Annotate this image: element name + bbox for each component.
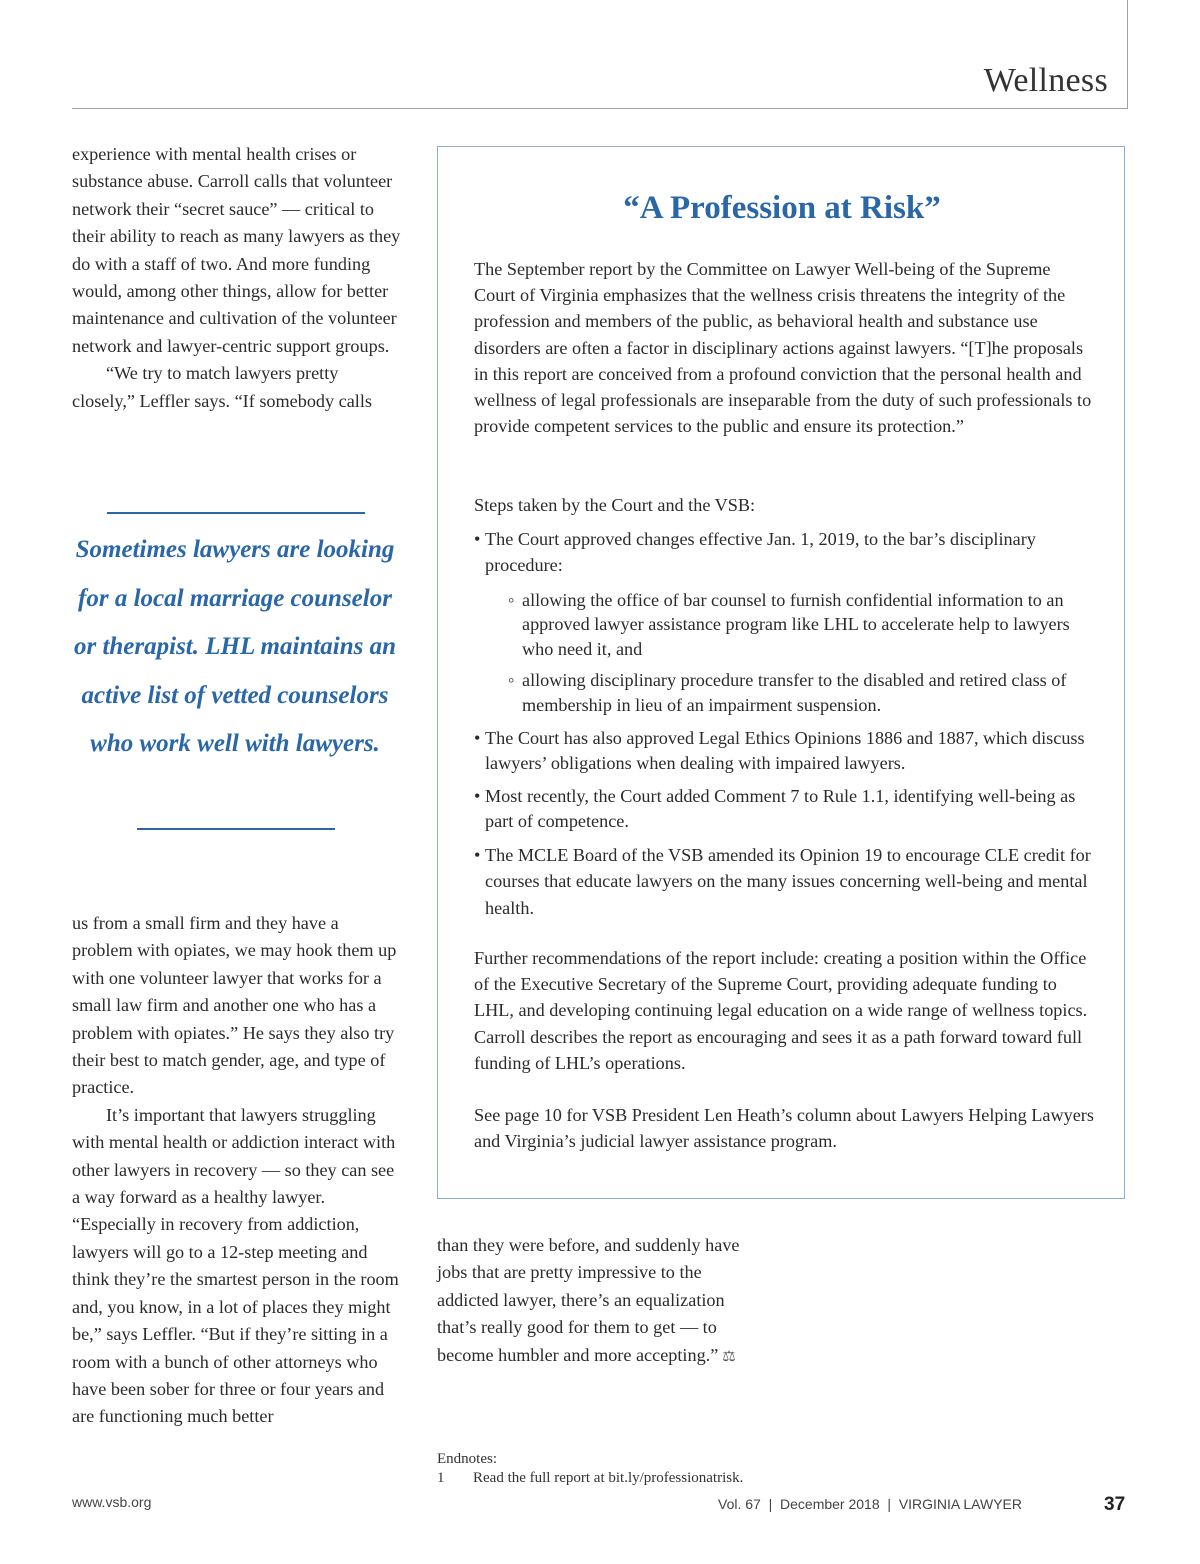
section-label: Wellness <box>983 62 1108 99</box>
steps-heading: Steps taken by the Court and the VSB: <box>474 495 756 515</box>
scales-icon: ⚖ <box>722 1348 736 1365</box>
page-number: 37 <box>1104 1494 1126 1515</box>
left-column-top <box>72 141 402 415</box>
list-item: • The MCLE Board of the VSB amended its Opinion 19 to encourage CLE credit for courses that educate lawyers on the many issues concerning well-being and mental health. <box>474 842 1094 921</box>
pullquote-bottom-rule <box>137 828 335 830</box>
sidebar-steps <box>474 492 1094 921</box>
endnote-text: Read the full report at bit.ly/professionatrisk. <box>473 1470 744 1486</box>
left-column-bottom <box>72 910 402 1431</box>
list-item: • The Court has also approved Legal Ethics Opinions 1886 and 1887, which discuss lawyers’ obligations when dealing with impaired lawyers. <box>474 726 1094 775</box>
sidebar-title: “A Profession at Risk” <box>623 190 941 226</box>
endnote-number: 1 <box>437 1470 445 1486</box>
header-divider <box>72 108 1128 109</box>
sidebar-paragraph: See page 10 for VSB President Len Heath’s column about Lawyers Helping Lawyers and Virginia’s judicial lawyer assistance program. <box>474 1105 1094 1152</box>
endnotes-heading: Endnotes: <box>437 1451 497 1467</box>
endnotes <box>437 1450 743 1488</box>
sidebar-see-page <box>474 1102 1094 1154</box>
list-item: • The Court approved changes effective Jan. 1, 2019, to the bar’s disciplinary procedure: <box>474 526 1094 578</box>
closing-text: than they were before, and suddenly have jobs that are pretty impressive to the addicted lawyer, there’s an equalization that’s really good for them to get — to become humbler and more accepting.” <box>437 1235 740 1365</box>
endnote-item <box>437 1469 743 1488</box>
sidebar-paragraph: The September report by the Committee on Lawyer Well-being of the Supreme Court of Virginia emphasizes that the wellness crisis threatens the integrity of the profession and members of the public, as behavioral health and substance use disorders are often a factor in disciplinary actions against lawyers. “[T]he proposals in this report are conceived from a profound conviction that the personal health and wellness of legal professionals are inseparable from the duty of such professionals to provide competent services to the public and ensure its protection.” <box>474 259 1092 437</box>
body-paragraph <box>437 1232 749 1371</box>
sidebar-intro <box>474 256 1094 439</box>
list-item: • Most recently, the Court added Comment 7 to Rule 1.1, identifying well-being as part of competence. <box>474 784 1094 833</box>
sidebar-further <box>474 945 1094 1076</box>
body-paragraph: us from a small firm and they have a problem with opiates, we may hook them up with one volunteer lawyer that works for a small law firm and another one who has a problem with opiates.” He says they also try their best to match gender, age, and type of practice. <box>72 913 397 1098</box>
header-vertical-divider <box>1127 0 1128 108</box>
footer-website: www.vsb.org <box>72 1494 152 1510</box>
sub-list-item: ◦ allowing disciplinary procedure transfer to the disabled and retired class of membership in lieu of an impairment suspension. <box>474 668 1094 717</box>
body-paragraph: experience with mental health crises or substance abuse. Carroll calls that volunteer network their “secret sauce” — critical to their ability to reach as many lawyers as they do with a staff of two. And more funding would, among other things, allow for better maintenance and cultivation of the volunteer network and lawyer-centric support groups. <box>72 144 401 356</box>
right-column-bottom <box>437 1232 749 1371</box>
sidebar-paragraph: Further recommendations of the report include: creating a position within the Office of the Executive Secretary of the Supreme Court, providing adequate funding to LHL, and developing continuing legal education on a wide range of wellness topics. Carroll describes the report as encouraging and sees it as a path forward toward full funding of LHL’s operations. <box>474 948 1088 1073</box>
body-paragraph: “We try to match lawyers pretty closely,” Leffler says. “If somebody calls <box>72 363 372 411</box>
footer-issue: Vol. 67 | December 2018 | VIRGINIA LAWYER <box>718 1496 1022 1512</box>
body-paragraph: It’s important that lawyers struggling with mental health or addiction interact with other lawyers in recovery — so they can see a way forward as a healthy lawyer. “Especially in recovery from addiction, lawyers will go to a 12-step meeting and think they’re the smartest person in the room and, you know, in a lot of places they might be,” says Leffler. “But if they’re sitting in a room with a bunch of other attorneys who have been sober for three or four years and are functioning much better <box>72 1104 399 1427</box>
sub-list-item: ◦ allowing the office of bar counsel to furnish confidential information to an approved lawyer assistance program like LHL to accelerate help to lawyers who need it, and <box>474 588 1094 662</box>
pullquote-top-rule <box>107 512 365 514</box>
pullquote: Sometimes lawyers are looking for a local marriage counselor or therapist. LHL maintains an active list of vetted counselors who work well with lawyers. <box>73 536 397 758</box>
